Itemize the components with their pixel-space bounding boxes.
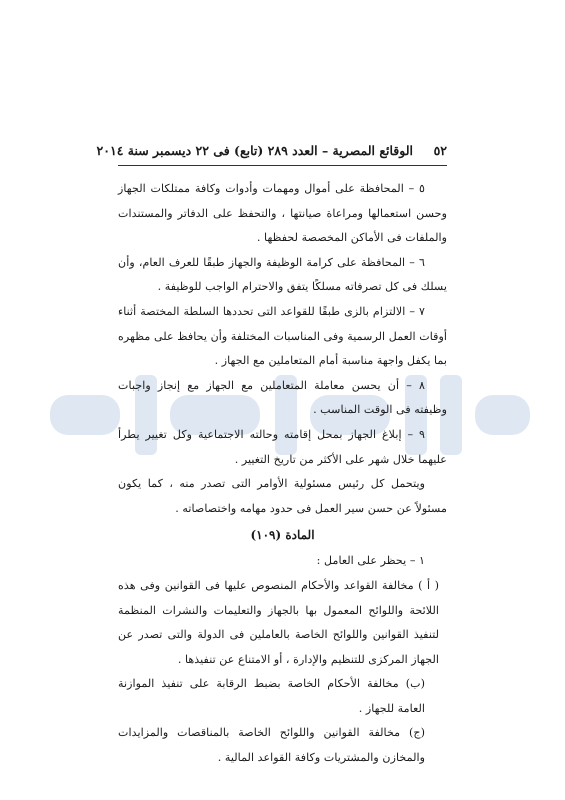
paragraph-item-6: ٦ – المحافظة على كرامة الوظيفة والجهاز طبقًا للعرف العام، وأن يسلك فى كل تصرفاته مسلكًا يتفق والاحترام الواجب للوظيفة . — [118, 255, 447, 294]
gazette-title: الوقائع المصرية – العدد ٢٨٩ (تابع) فى ٢٢ ديسمبر سنة ٢٠١٤ — [96, 143, 413, 158]
document-body — [118, 177, 447, 771]
prohibition-item-b: (ب) مخالفة الأحكام الخاصة بضبط الرقابة على تنفيذ الموازنة العامة للجهاز . — [118, 677, 425, 715]
prohibition-item-c: (ج) مخالفة القوانين واللوائح الخاصة بالمناقصات والمزايدات والمخازن والمشتريات وكافة القواعد المالية . — [118, 726, 425, 765]
paragraph-responsibility: ويتحمل كل رئيس مسئولية الأوامر التى تصدر منه ، كما يكون مسئولاً عن حسن سير العمل فى حدود مهامه واختصاصاته . — [118, 477, 447, 515]
paragraph-item-8: ٨ – أن يحسن معاملة المتعاملين مع الجهاز مع إنجاز واجبات وظيفته فى الوقت المناسب . — [118, 378, 447, 417]
paragraph-item-7: ٧ – الالتزام بالزى طبقًا للقواعد التى تحددها السلطة المختصة أثناء أوقات العمل الرسمية وفى المناسبات المختلفة وأن يحافظ على مظهره بما يكفل واجهة مناسبة أمام المتعاملين مع الجهاز . — [118, 304, 447, 368]
paragraph-item-9: ٩ – إبلاغ الجهاز بمحل إقامته وحالته الاجتماعية وكل تغيير يطرأ عليهما خلال شهر على الأكثر من تاريخ التغيير . — [118, 427, 447, 466]
page-number: ٥٢ — [433, 143, 447, 158]
article-heading: المادة (١٠٩) — [250, 528, 315, 543]
header-divider — [118, 165, 447, 166]
prohibition-item-a: ( أ ) مخالفة القواعد والأحكام المنصوص عليها فى القوانين وفى هذه اللائحة واللوائح المعمول بها بالجهاز والتعليمات والنشرات المنظمة لتنفيذ القوانين واللوائح الخاصة بالعاملين فى الدولة والتى تصدر عن الجهاز المركزى للتنظيم والإدارة ، أو الامتناع عن تنفيذها . — [118, 578, 439, 666]
page-header — [96, 143, 447, 165]
prohibitions-intro: ١ – يحظر على العامل : — [316, 554, 425, 568]
paragraph-item-5: ٥ – المحافظة على أموال ومهمات وأدوات وكافة ممتلكات الجهاز وحسن استعمالها ومراعاة صيانتها ، والتحفظ على الدفاتر والمستندات والملفات فى الأماكن المخصصة لحفظها . — [118, 182, 447, 245]
